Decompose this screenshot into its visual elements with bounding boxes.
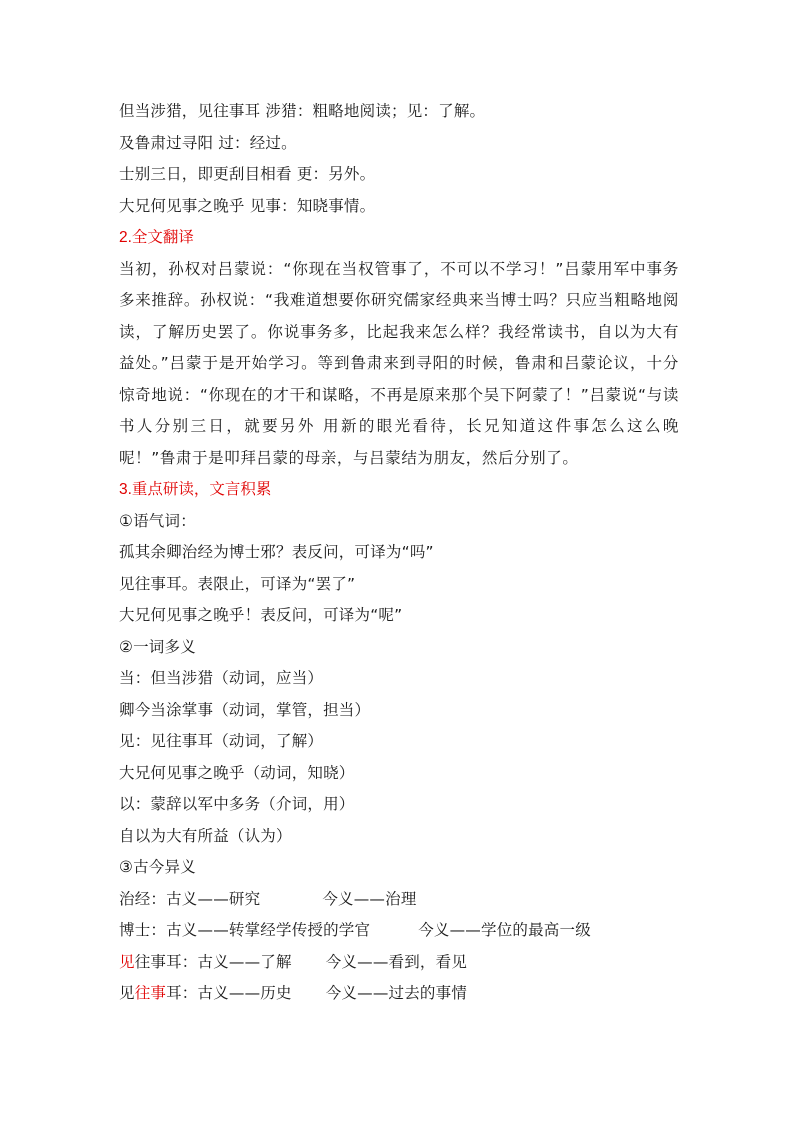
modal-item: 大兄何见事之晚乎！表反问，可译为“呢”	[119, 606, 403, 624]
row-highlight: 往事	[134, 984, 167, 1002]
section-heading-translation: 2.全文翻译	[119, 229, 194, 246]
polysemy-item: 以：蒙辞以军中多务（介词，用）	[119, 795, 355, 813]
row-modern-meaning: 今义——过去的事情	[325, 984, 468, 1002]
gloss-line: 但当涉猎，见往事耳 涉猎：粗略地阅读；见：了解。	[119, 102, 486, 120]
document-page	[119, 96, 679, 1010]
polysemy-item: 自以为大有所益（认为）	[119, 826, 292, 845]
ancient-modern-row	[119, 978, 679, 1010]
translation-paragraph: 当初，孙权对吕蒙说：“你现在当权管事了，不可以不学习！”吕蒙用军中事务多来推辞。孙权说：“我难道想要你研究儒家经典来当博士吗？只应当粗略地阅读，了解历史罢了。你说事务多，比起我来怎么样？我经常读书，自以为大有益处。”吕蒙于是开始学习。等到鲁肃来到寻阳的时候，鲁肃和吕蒙论议，十分惊奇地说：“你现在的才干和谋略，不再是原来那个吴下阿蒙了！”吕蒙说“与读书人分别三日，就要另外 用新的眼光看待，长兄知道这件事怎么这么晚呢！”鲁肃于是叩拜吕蒙的母亲，与吕蒙结为朋友，然后分别了。	[119, 259, 679, 467]
subsection-title-modal: ①语气词：	[119, 511, 196, 530]
row-ancient-meaning: 治经：古义——研究	[119, 889, 261, 908]
modal-item: 孤其余卿治经为博士邪？表反问，可译为“吗”	[119, 543, 434, 561]
ancient-modern-row	[119, 884, 679, 916]
row-modern-meaning: 今义——看到，看见	[325, 952, 468, 971]
row-ancient-meaning: 往事耳：古义——了解	[134, 952, 292, 971]
polysemy-item: 当：但当涉猎（动词，应当）	[119, 669, 324, 687]
polysemy-item: 见：见往事耳（动词，了解）	[119, 732, 324, 750]
subsection-title-polysemy: ②一词多义	[119, 637, 196, 656]
row-ancient-meaning: 耳：古义——历史	[166, 984, 292, 1002]
gloss-line: 士别三日，即更刮目相看 更：另外。	[119, 165, 376, 183]
row-highlight: 见	[119, 952, 135, 971]
ancient-modern-row	[119, 947, 679, 979]
polysemy-item: 卿今当涂掌事（动词，掌管，担当）	[119, 700, 371, 719]
row-modern-meaning: 今义——学位的最高一级	[418, 921, 591, 939]
row-ancient-meaning: 博士：古义——转掌经学传授的学官	[119, 921, 371, 939]
section-heading-study: 3.重点研读，文言积累	[119, 481, 272, 498]
polysemy-item: 大兄何见事之晚乎（动词，知晓）	[119, 763, 355, 782]
modal-item: 见往事耳。表限止，可译为“罢了”	[119, 574, 356, 593]
gloss-line: 大兄何见事之晚乎 见事：知晓事情。	[119, 196, 376, 215]
row-modern-meaning: 今义——治理	[322, 889, 417, 908]
ancient-modern-row	[119, 915, 679, 947]
gloss-line: 及鲁肃过寻阳 过：经过。	[119, 133, 297, 152]
row-prefix: 见	[119, 984, 135, 1002]
subsection-title-ancient-modern: ③古今异义	[119, 858, 196, 876]
